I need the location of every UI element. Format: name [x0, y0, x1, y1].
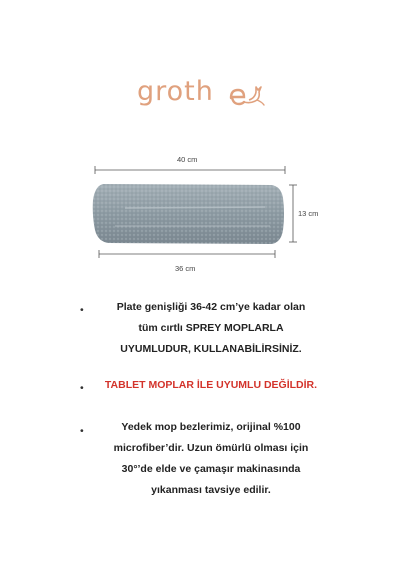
- care-instructions: [96, 417, 326, 501]
- mop-pad-diagram: [85, 150, 325, 280]
- brand-logo-text: groth: [137, 76, 214, 107]
- care-line-3: 30°’de elde ve çamaşır makinasında: [121, 463, 301, 475]
- bottom-width-label: 36 cm: [175, 264, 196, 273]
- incompatibility-warning: [96, 375, 326, 396]
- care-line-2: microfiber’dir. Uzun ömürlü olması için: [113, 442, 309, 454]
- compatibility-line-3: UYUMLUDUR, KULLANABİLİRSİNİZ.: [120, 343, 302, 355]
- compatibility-line-1: Plate genişliği 36-42 cm’ye kadar olan: [116, 301, 306, 313]
- bullet-2: •: [80, 382, 84, 394]
- height-label: 13 cm: [298, 209, 319, 218]
- care-line-1: Yedek mop bezlerimiz, orijinal %100: [121, 421, 301, 433]
- compatibility-line-2: tüm cırtlı SPREY MOPLARLA: [138, 322, 284, 334]
- compatibility-note: [96, 297, 326, 360]
- top-width-label: 40 cm: [177, 155, 198, 164]
- bullet-1: •: [80, 304, 84, 316]
- mop-pad-illustration: [85, 150, 325, 280]
- cat-icon: [229, 84, 265, 108]
- brand-logo: [137, 78, 263, 112]
- incompatibility-line-1: TABLET MOPLAR İLE UYUMLU DEĞİLDİR.: [104, 379, 318, 391]
- bullet-3: •: [80, 425, 84, 437]
- care-line-4: yıkanması tavsiye edilir.: [151, 484, 271, 496]
